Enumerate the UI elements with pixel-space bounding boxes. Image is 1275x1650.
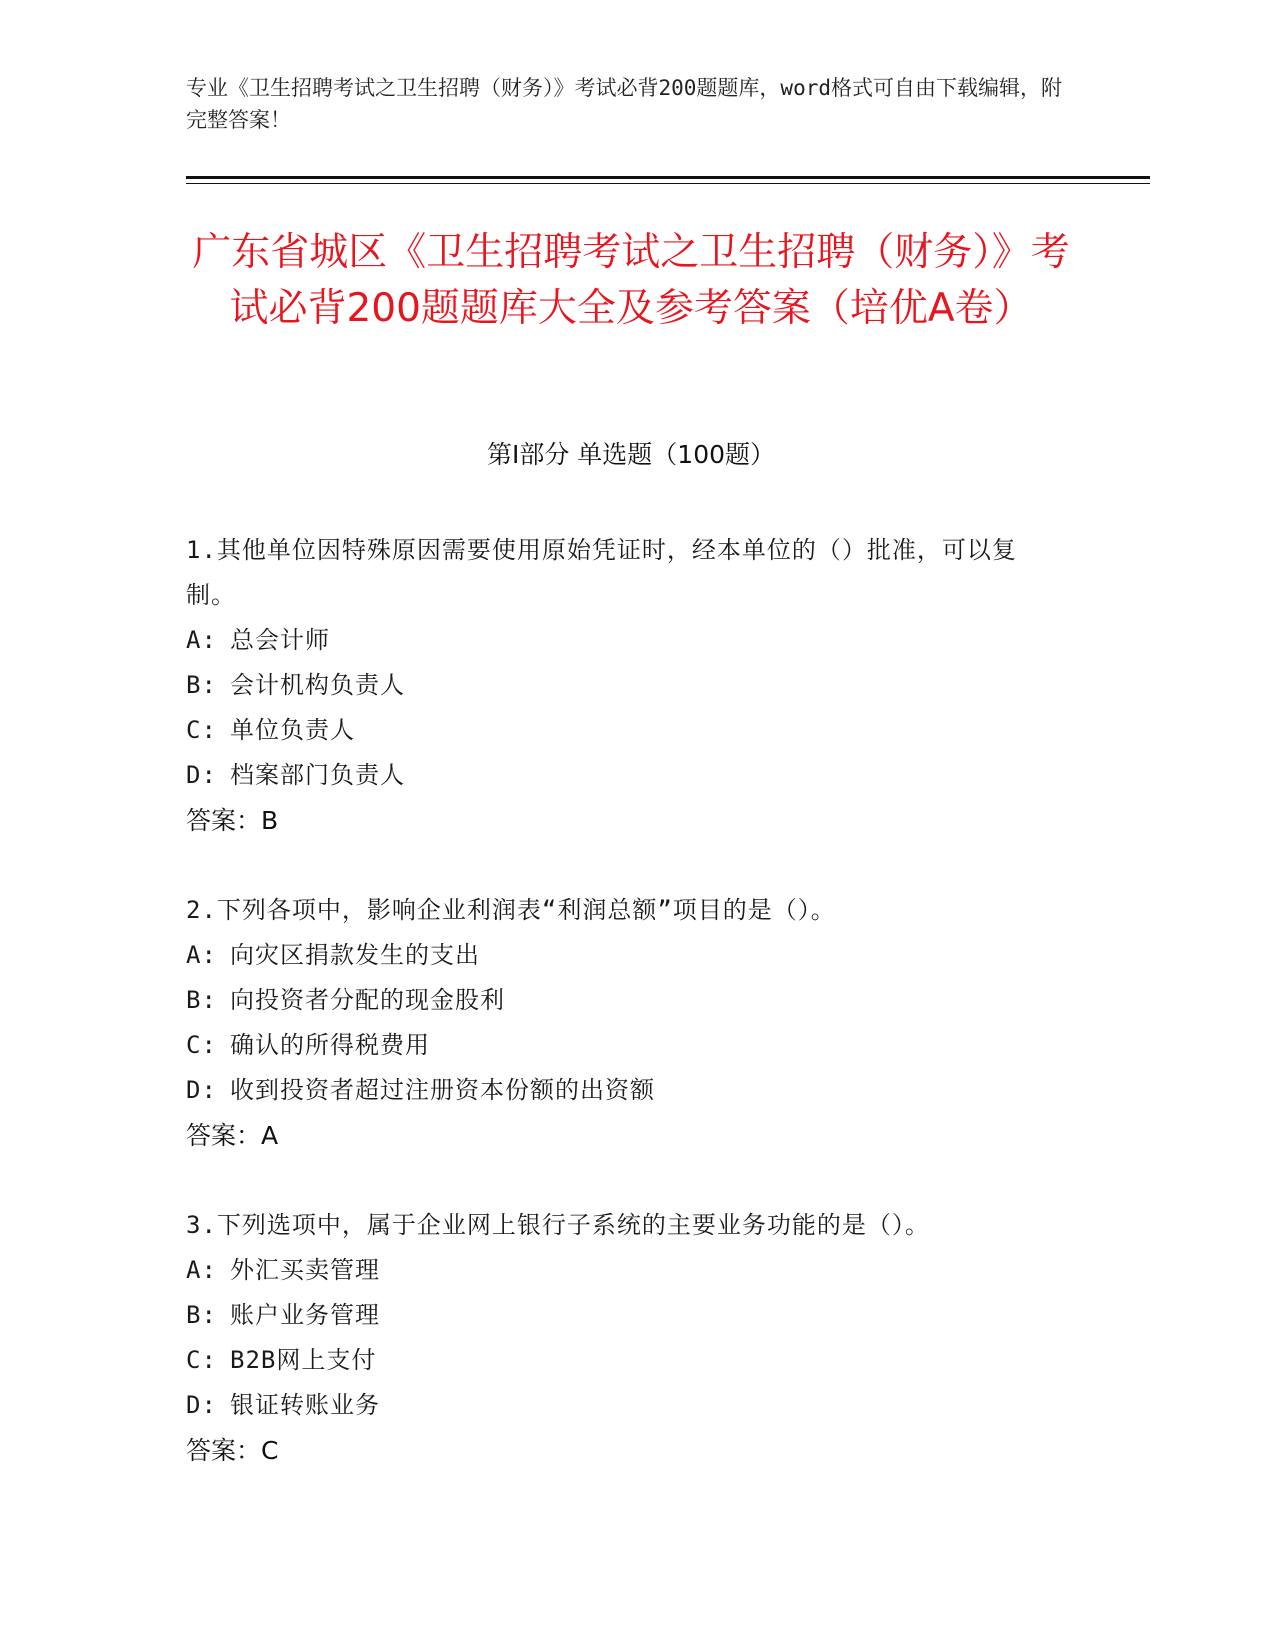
option-text: 向投资者分配的现金股利 xyxy=(230,986,505,1014)
option-letter: C: xyxy=(186,716,217,744)
option-d xyxy=(186,753,1066,798)
answer-line: 答案：C xyxy=(186,1436,279,1465)
option-c xyxy=(186,1023,1066,1068)
option-c xyxy=(186,1338,1066,1383)
answer-line: 答案：A xyxy=(186,1121,279,1150)
document-title: 广东省城区《卫生招聘考试之卫生招聘（财务）》考试必背200题题库大全及参考答案（培优A卷） xyxy=(192,230,1070,331)
option-text: 收到投资者超过注册资本份额的出资额 xyxy=(230,1076,655,1104)
option-letter: D: xyxy=(186,761,217,789)
question-stem: 3.下列选项中，属于企业网上银行子系统的主要业务功能的是（）。 xyxy=(186,1211,930,1239)
header-rule-thick xyxy=(186,176,1150,179)
option-letter: B: xyxy=(186,671,217,699)
option-a xyxy=(186,1248,1066,1293)
option-letter: A: xyxy=(186,626,217,654)
option-text: 会计机构负责人 xyxy=(230,671,405,699)
option-a xyxy=(186,618,1066,663)
question-3 xyxy=(186,1203,1066,1473)
option-c xyxy=(186,708,1066,753)
option-text: 总会计师 xyxy=(230,626,330,654)
option-letter: B: xyxy=(186,1301,217,1329)
option-text: 账户业务管理 xyxy=(230,1301,380,1329)
option-letter: B: xyxy=(186,986,217,1014)
option-letter: C: xyxy=(186,1031,217,1059)
option-text: B2B网上支付 xyxy=(230,1346,377,1374)
option-d xyxy=(186,1383,1066,1428)
question-stem: 2.下列各项中，影响企业利润表“利润总额”项目的是（）。 xyxy=(186,896,836,924)
option-b xyxy=(186,663,1066,708)
option-letter: D: xyxy=(186,1391,217,1419)
option-text: 向灾区捐款发生的支出 xyxy=(230,941,480,969)
option-text: 单位负责人 xyxy=(230,716,355,744)
question-1 xyxy=(186,528,1066,843)
option-letter: C: xyxy=(186,1346,217,1374)
option-letter: A: xyxy=(186,941,217,969)
option-d xyxy=(186,1068,1066,1113)
header-rule-thin xyxy=(186,183,1150,184)
option-text: 确认的所得税费用 xyxy=(230,1031,430,1059)
option-a xyxy=(186,933,1066,978)
question-stem: 1.其他单位因特殊原因需要使用原始凭证时，经本单位的（）批准，可以复制。 xyxy=(186,536,1017,609)
answer-line: 答案：B xyxy=(186,806,279,835)
option-text: 外汇买卖管理 xyxy=(230,1256,380,1284)
section-title: 第Ⅰ部分 单选题（100题） xyxy=(486,440,776,469)
option-b xyxy=(186,978,1066,1023)
option-letter: A: xyxy=(186,1256,217,1284)
question-list xyxy=(186,528,1066,1518)
option-text: 银证转账业务 xyxy=(230,1391,380,1419)
question-2 xyxy=(186,888,1066,1158)
option-b xyxy=(186,1293,1066,1338)
option-letter: D: xyxy=(186,1076,217,1104)
header-note: 专业《卫生招聘考试之卫生招聘（财务）》考试必背200题题库，word格式可自由下载编辑，附完整答案！ xyxy=(186,76,1062,132)
option-text: 档案部门负责人 xyxy=(230,761,405,789)
